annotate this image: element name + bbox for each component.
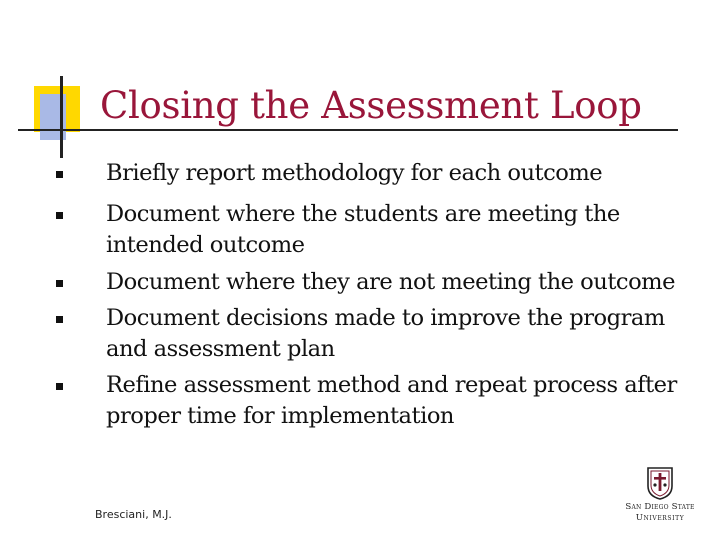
bullet-item [48, 267, 698, 298]
bullet-item [48, 303, 698, 365]
bullet-square-icon [56, 212, 63, 219]
bullet-square-icon [56, 316, 63, 323]
bullet-text: Document where the students are meeting the intended outcome [106, 200, 620, 258]
bullet-item [48, 199, 698, 261]
bullet-text: Document decisions made to improve the program and assessment plan [106, 304, 665, 362]
university-name-line2: University [635, 513, 685, 523]
bullet-item [48, 158, 698, 189]
slide-title: Closing the Assessment Loop [100, 84, 642, 127]
title-underline [18, 129, 678, 131]
author-credit: Bresciani, M.J. [95, 508, 172, 521]
university-seal-icon [644, 466, 676, 500]
university-wordmark [612, 502, 708, 524]
bullet-text: Refine assessment method and repeat process after proper time for implementation [106, 371, 677, 429]
bullet-square-icon [56, 280, 63, 287]
bullet-item [48, 370, 698, 432]
university-name-line1: San Diego State [625, 502, 695, 512]
university-logo [612, 466, 708, 530]
bullet-square-icon [56, 383, 63, 390]
bullet-square-icon [56, 171, 63, 178]
bullet-text: Briefly report methodology for each outcome [106, 160, 603, 186]
bullet-text: Document where they are not meeting the outcome [106, 268, 675, 295]
bullet-list [48, 158, 698, 441]
title-decoration-vertical-line [60, 76, 63, 158]
